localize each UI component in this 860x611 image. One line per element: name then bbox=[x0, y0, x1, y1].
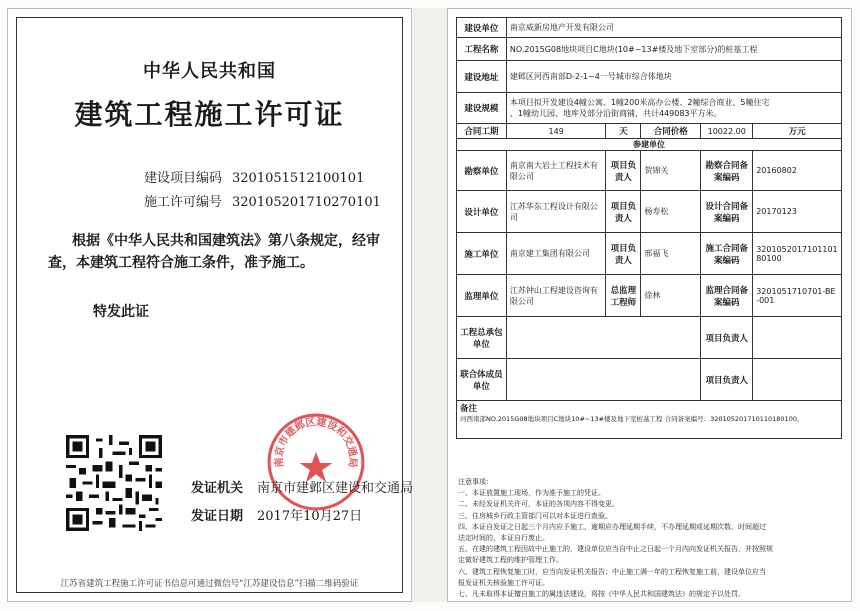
country-name: 中华人民共和国 bbox=[143, 61, 276, 82]
participant-record: 320105201710110180100 bbox=[753, 233, 842, 275]
address-label: 建设地址 bbox=[457, 61, 507, 93]
page-gap bbox=[413, 8, 447, 602]
permit-number-value: 320105201710270101 bbox=[232, 195, 381, 210]
project-name-label: 工程名称 bbox=[457, 38, 507, 61]
participant-role: 监理单位 bbox=[457, 275, 507, 317]
participant-person-label: 项目负责人 bbox=[606, 151, 641, 191]
participant-company: 南京南大岩土工程技术有限公司 bbox=[506, 151, 606, 191]
note-line: 七、凡未取得本证擅自施工的属违法建设，将按《中华人民共和国建筑法》的规定予以处罚。 bbox=[458, 590, 745, 599]
price-unit: 万元 bbox=[753, 124, 842, 139]
address-value: 建邺区河西南部D-2-1~4一号城市综合体地块 bbox=[506, 61, 841, 93]
permit-front-page bbox=[7, 8, 412, 602]
scale-label: 建设规模 bbox=[457, 93, 507, 124]
joint-member-value bbox=[506, 359, 700, 401]
note-line: 法定时间的，本证自行废止。 bbox=[458, 534, 549, 543]
participant-person: 徐林 bbox=[641, 275, 701, 317]
table-row bbox=[457, 139, 842, 151]
participants-header: 参建单位 bbox=[457, 139, 842, 151]
general-contractor-label: 工程总承包单位 bbox=[457, 317, 507, 359]
project-name-value: NO.2015G08地块项目C地块(10#~13#楼及地下室部分)的桩基工程 bbox=[506, 38, 841, 61]
general-person-label: 项目负责人 bbox=[701, 317, 753, 359]
table-row bbox=[457, 151, 842, 191]
issuer-label: 发证机关 bbox=[191, 481, 244, 496]
participant-company: 南京建工集团有限公司 bbox=[506, 233, 606, 275]
issue-date-label: 发证日期 bbox=[191, 509, 244, 524]
period-value: 149 bbox=[506, 124, 606, 139]
project-code-value: 3201051512100101 bbox=[232, 171, 365, 186]
project-code-row bbox=[144, 167, 364, 186]
table-row bbox=[457, 124, 842, 139]
remarks-cell bbox=[457, 401, 842, 439]
permit-number-label: 施工许可编号 bbox=[144, 195, 223, 210]
table-row bbox=[457, 359, 842, 401]
participant-record-label: 勘察合同备案编码 bbox=[701, 151, 753, 191]
general-person-value bbox=[753, 317, 842, 359]
project-info-table bbox=[456, 17, 842, 439]
participant-person-label: 项目负责人 bbox=[606, 233, 641, 275]
note-line: 报发证机关核验施工许可证。 bbox=[458, 578, 549, 587]
note-line: 三、住房城乡行政主管部门可以对本证进行查验。 bbox=[458, 511, 612, 520]
table-row bbox=[457, 401, 842, 439]
table-row bbox=[457, 233, 842, 275]
scale-line-2: 、1幢幼儿园、地库及部分沿街商铺，共计449083平方米。 bbox=[509, 109, 722, 118]
note-line: 二、未经发证机关许可，本证的各项内容不得变更。 bbox=[458, 500, 619, 509]
issue-date-row bbox=[191, 505, 362, 524]
issuer-value: 南京市建邺区建设和交通局 bbox=[257, 481, 414, 496]
statement bbox=[48, 230, 390, 274]
notes bbox=[458, 477, 838, 600]
participant-person: 杨寿松 bbox=[641, 191, 701, 233]
participant-record-label: 施工合同备案编码 bbox=[701, 233, 753, 275]
note-line: 定做好建筑工程的维护管理工作。 bbox=[458, 556, 563, 565]
participant-record-label: 监理合同备案编码 bbox=[701, 275, 753, 317]
joint-member-label: 联合体成员单位 bbox=[457, 359, 507, 401]
note-line: 一、本证放置施工现场，作为准予施工的凭证。 bbox=[458, 489, 605, 498]
issuer-row bbox=[191, 477, 413, 496]
period-label: 合同工期 bbox=[457, 124, 507, 139]
joint-person-value bbox=[753, 359, 842, 401]
table-row bbox=[457, 18, 842, 38]
participant-role: 勘察单位 bbox=[457, 151, 507, 191]
builder-value: 南京威新房地产开发有限公司 bbox=[506, 18, 841, 38]
seal-text: 南京市建邺区建设和交通局 bbox=[274, 416, 358, 469]
price-value: 10022.00 bbox=[701, 124, 753, 139]
issue-date-value: 2017年10月27日 bbox=[257, 509, 363, 524]
participant-record: 20170123 bbox=[753, 191, 842, 233]
participant-person-label: 项目负责人 bbox=[606, 191, 641, 233]
participant-role: 设计单位 bbox=[457, 191, 507, 233]
price-label: 合同价格 bbox=[641, 124, 701, 139]
participant-company: 江苏钟山工程建设咨询有限公司 bbox=[506, 275, 606, 317]
permit-detail-page bbox=[447, 8, 852, 602]
verification-footer: 江苏省建筑工程施工许可证书信息可通过微信号“江苏建设信息”扫描二维码验证 bbox=[60, 579, 359, 589]
note-line: 四、本证自发证之日起三个月内应予施工，逾期应办理延期手续，不办理延期或延期次数、时间超过 bbox=[458, 522, 766, 531]
joint-person-label: 项目负责人 bbox=[701, 359, 753, 401]
statement-line-1: 根据《中华人民共和国建筑法》第八条规定，经审 bbox=[72, 233, 380, 249]
remarks-label: 备注 bbox=[460, 404, 478, 414]
participant-record-label: 设计合同备案编码 bbox=[701, 191, 753, 233]
participant-record: 3201051710701-BE-001 bbox=[753, 275, 842, 317]
table-row bbox=[457, 191, 842, 233]
qr-code-icon bbox=[66, 435, 162, 531]
table-row bbox=[457, 275, 842, 317]
table-row bbox=[457, 93, 842, 124]
project-code-label: 建设项目编码 bbox=[144, 171, 223, 186]
statement-line-2: 查，本建筑工程符合施工条件，准予施工。 bbox=[48, 255, 314, 271]
period-unit: 天 bbox=[606, 124, 641, 139]
table-row bbox=[457, 61, 842, 93]
note-line: 五、在建的建筑工程因故中止施工的，建设单位应当自中止之日起一个月内向发证机关报告，并按照规 bbox=[458, 545, 773, 554]
participant-person-label: 总监理工程师 bbox=[606, 275, 641, 317]
scale-value bbox=[506, 93, 841, 124]
participant-person: 贺锦关 bbox=[641, 151, 701, 191]
participant-company: 江苏华东工程设计有限公司 bbox=[506, 191, 606, 233]
builder-label: 建设单位 bbox=[457, 18, 507, 38]
note-line: 六、建筑工程恢复施工时，应当向发证机关报告；中止施工满一年的工程恢复施工前，建设单位应当 bbox=[458, 567, 766, 576]
remarks-value: 河西南部NO.2015G08地块项目C地块10#~13#楼及地下室桩基工程 合同备案编号：320105201710110180100。 bbox=[460, 415, 804, 423]
participant-role: 施工单位 bbox=[457, 233, 507, 275]
issued-note: 特发此证 bbox=[93, 304, 149, 320]
official-seal bbox=[265, 411, 367, 513]
notes-title: 注意事项： bbox=[458, 478, 493, 486]
scale-line-1: 本项目拟开发建设4幢公寓、1幢200米高办公楼、2幢综合商业、5幢住宅 bbox=[509, 98, 770, 107]
table-row bbox=[457, 317, 842, 359]
permit-number-row bbox=[144, 191, 381, 210]
table-row bbox=[457, 38, 842, 61]
general-contractor-value bbox=[506, 317, 700, 359]
participant-record: 20160802 bbox=[753, 151, 842, 191]
certificate-title: 建筑工程施工许可证 bbox=[74, 98, 345, 131]
participant-person: 邢福飞 bbox=[641, 233, 701, 275]
